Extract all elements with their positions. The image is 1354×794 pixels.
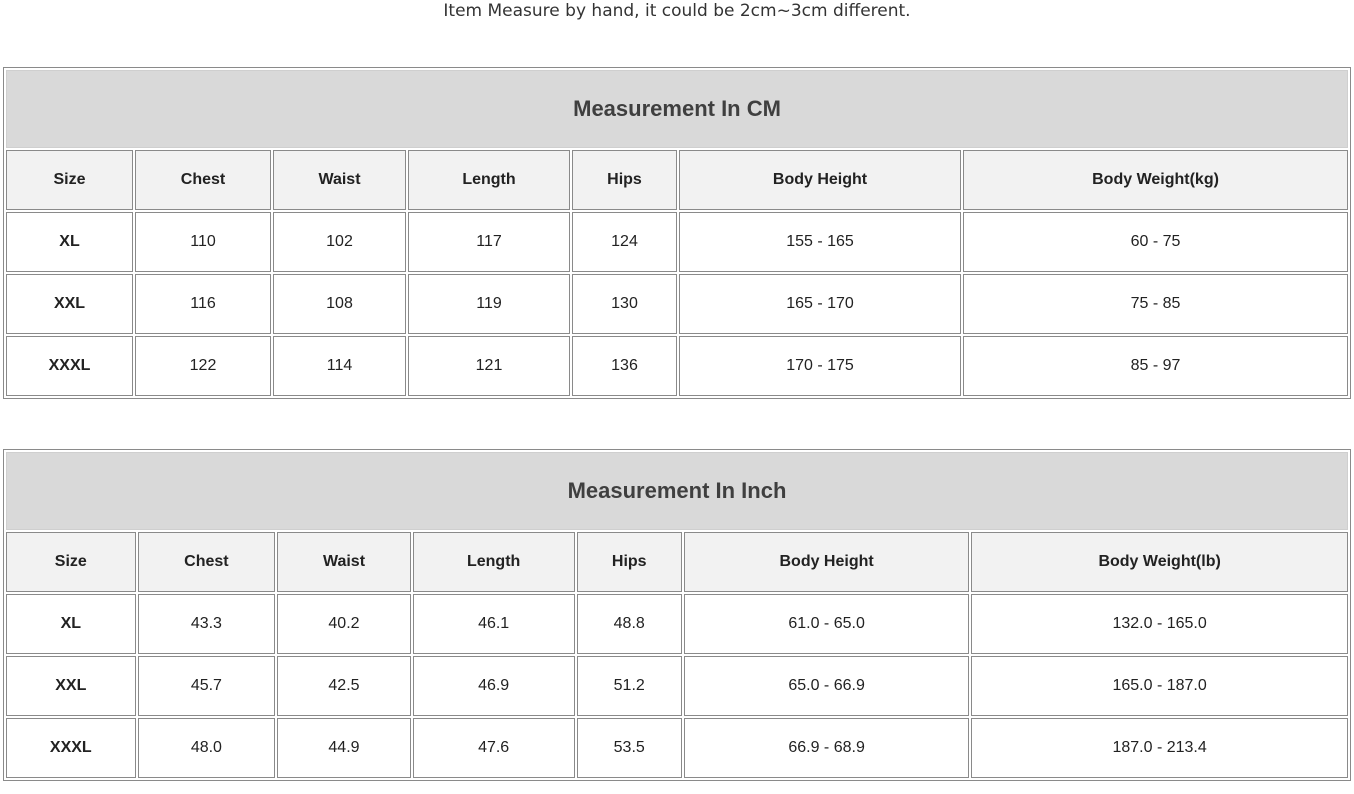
cell-size: XL <box>6 212 133 272</box>
column-header-body-height: Body Height <box>679 150 961 210</box>
cell-size: XXXL <box>6 336 133 396</box>
cell-chest: 122 <box>135 336 271 396</box>
cell-body-weight: 187.0 - 213.4 <box>971 718 1348 778</box>
column-header-waist: Waist <box>277 532 411 592</box>
cell-waist: 108 <box>273 274 406 334</box>
cell-waist: 44.9 <box>277 718 411 778</box>
cell-length: 46.9 <box>413 656 575 716</box>
column-header-body-weight: Body Weight(kg) <box>963 150 1348 210</box>
table-row <box>6 336 1348 396</box>
cell-chest: 45.7 <box>138 656 276 716</box>
table-row <box>6 594 1348 654</box>
table-title: Measurement In Inch <box>6 452 1348 530</box>
cell-body-height: 61.0 - 65.0 <box>684 594 969 654</box>
cell-chest: 110 <box>135 212 271 272</box>
cell-chest: 43.3 <box>138 594 276 654</box>
table-title: Measurement In CM <box>6 70 1348 148</box>
cell-waist: 102 <box>273 212 406 272</box>
table-header-row <box>6 150 1348 210</box>
cell-hips: 51.2 <box>577 656 682 716</box>
column-header-chest: Chest <box>138 532 276 592</box>
cell-chest: 116 <box>135 274 271 334</box>
cell-body-height: 155 - 165 <box>679 212 961 272</box>
cell-waist: 42.5 <box>277 656 411 716</box>
table-header-row <box>6 532 1348 592</box>
column-header-hips: Hips <box>572 150 677 210</box>
cell-size: XL <box>6 594 136 654</box>
cell-body-height: 66.9 - 68.9 <box>684 718 969 778</box>
size-table-inch <box>3 449 1351 781</box>
size-table-cm <box>3 67 1351 399</box>
cell-length: 46.1 <box>413 594 575 654</box>
column-header-chest: Chest <box>135 150 271 210</box>
cell-hips: 130 <box>572 274 677 334</box>
cell-body-height: 170 - 175 <box>679 336 961 396</box>
cell-size: XXL <box>6 656 136 716</box>
cell-hips: 136 <box>572 336 677 396</box>
column-header-body-weight: Body Weight(lb) <box>971 532 1348 592</box>
column-header-waist: Waist <box>273 150 406 210</box>
cell-length: 121 <box>408 336 570 396</box>
cell-hips: 124 <box>572 212 677 272</box>
cell-body-height: 65.0 - 66.9 <box>684 656 969 716</box>
table-row <box>6 718 1348 778</box>
cell-length: 47.6 <box>413 718 575 778</box>
cell-hips: 48.8 <box>577 594 682 654</box>
cell-length: 119 <box>408 274 570 334</box>
cell-body-weight: 165.0 - 187.0 <box>971 656 1348 716</box>
cell-body-weight: 75 - 85 <box>963 274 1348 334</box>
cell-body-height: 165 - 170 <box>679 274 961 334</box>
table-row <box>6 274 1348 334</box>
cell-body-weight: 85 - 97 <box>963 336 1348 396</box>
measurement-note: Item Measure by hand, it could be 2cm~3cm different. <box>443 1 911 21</box>
table-row <box>6 212 1348 272</box>
cell-size: XXXL <box>6 718 136 778</box>
column-header-size: Size <box>6 532 136 592</box>
cell-waist: 114 <box>273 336 406 396</box>
column-header-length: Length <box>413 532 575 592</box>
cell-chest: 48.0 <box>138 718 276 778</box>
cell-size: XXL <box>6 274 133 334</box>
column-header-size: Size <box>6 150 133 210</box>
column-header-length: Length <box>408 150 570 210</box>
cell-length: 117 <box>408 212 570 272</box>
table-row <box>6 656 1348 716</box>
cell-waist: 40.2 <box>277 594 411 654</box>
cell-body-weight: 132.0 - 165.0 <box>971 594 1348 654</box>
column-header-body-height: Body Height <box>684 532 969 592</box>
cell-body-weight: 60 - 75 <box>963 212 1348 272</box>
cell-hips: 53.5 <box>577 718 682 778</box>
column-header-hips: Hips <box>577 532 682 592</box>
